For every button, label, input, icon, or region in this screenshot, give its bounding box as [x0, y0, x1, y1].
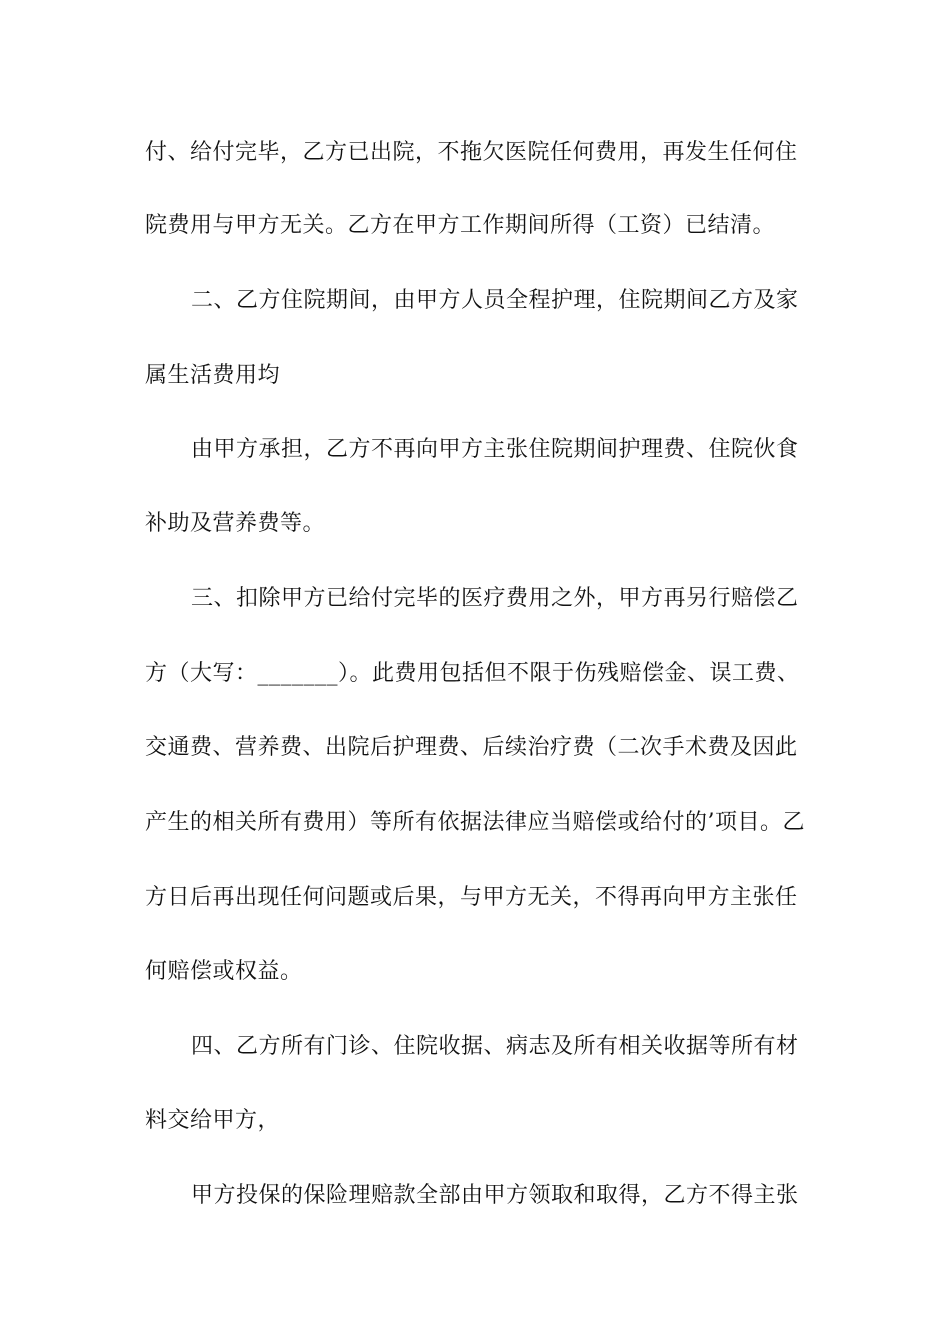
text-line-1: 付、给付完毕，乙方已出院，不拖欠医院任何费用，再发生任何住 — [145, 140, 798, 165]
text-line-10: 产生的相关所有费用）等所有依据法律应当赔偿或给付的’项目。乙 — [145, 810, 805, 835]
text-line-9: 交通费、营养费、出院后护理费、后续治疗费（二次手术费及因此 — [145, 735, 798, 760]
text-line-2: 院费用与甲方无关。乙方在甲方工作期间所得（工资）已结清。 — [145, 213, 776, 238]
text-line-12: 何赔偿或权益。 — [145, 959, 303, 984]
text-line-11: 方日后再出现任何问题或后果，与甲方无关，不得再向甲方主张任 — [145, 885, 798, 910]
text-line-14: 料交给甲方， — [145, 1108, 281, 1133]
text-line-8: 方（大写：_______）。此费用包括但不限于伤残赔偿金、误工费、 — [145, 661, 800, 686]
text-line-3: 二、乙方住院期间，由甲方人员全程护理，住院期间乙方及家 — [191, 288, 799, 313]
text-line-13: 四、乙方所有门诊、住院收据、病志及所有相关收据等所有材 — [191, 1034, 799, 1059]
text-line-5: 由甲方承担，乙方不再向甲方主张住院期间护理费、住院伙食 — [191, 437, 799, 462]
text-line-4: 属生活费用均 — [145, 363, 281, 388]
text-line-7: 三、扣除甲方已给付完毕的医疗费用之外，甲方再另行赔偿乙 — [191, 586, 799, 611]
text-line-15: 甲方投保的保险理赔款全部由甲方领取和取得，乙方不得主张 — [191, 1183, 799, 1208]
text-line-6: 补助及营养费等。 — [145, 511, 326, 536]
